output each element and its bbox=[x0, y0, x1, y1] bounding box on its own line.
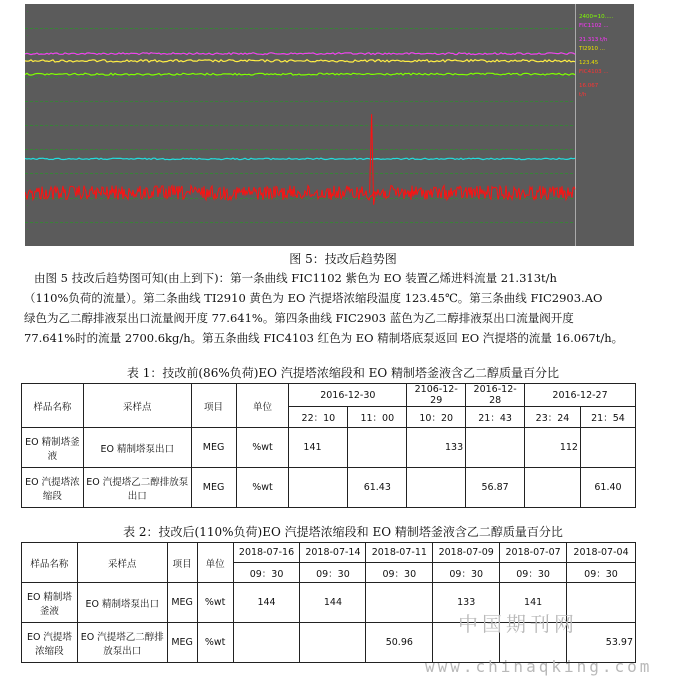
table1-header-unit: 单位 bbox=[236, 384, 289, 428]
table2-date: 2018-07-04 bbox=[567, 543, 636, 563]
value-cell: 53.97 bbox=[567, 623, 636, 663]
value-cell bbox=[525, 468, 581, 508]
value-cell bbox=[348, 428, 407, 468]
watermark-logo: 中国期刊网 bbox=[458, 612, 578, 636]
sampling-point: EO 精制塔泵出口 bbox=[83, 428, 191, 468]
table1 bbox=[21, 383, 636, 508]
value-cell bbox=[289, 468, 348, 508]
table1-time: 10：20 bbox=[407, 407, 466, 428]
table1-time: 22：10 bbox=[289, 407, 348, 428]
value-cell bbox=[366, 583, 433, 623]
table2-time: 09：30 bbox=[567, 563, 636, 583]
table-row bbox=[22, 468, 636, 508]
unit: %wt bbox=[197, 623, 233, 663]
value-cell: 141 bbox=[289, 428, 348, 468]
item: MEG bbox=[167, 623, 197, 663]
value-cell: 56.87 bbox=[466, 468, 525, 508]
table1-date: 2106-12-29 bbox=[407, 384, 466, 407]
paragraph-line-3: 绿色为乙二醇排液泵出口流量阀开度 77.641%。第四条曲线 FIC2903 蓝色为乙二醇排液泵出口流量阀开度 bbox=[24, 311, 574, 325]
series-yellow-line bbox=[25, 60, 575, 62]
value-cell bbox=[300, 623, 366, 663]
table2-date: 2018-07-14 bbox=[300, 543, 366, 563]
table-row bbox=[22, 428, 636, 468]
table2-date: 2018-07-09 bbox=[433, 543, 500, 563]
value-cell: 133 bbox=[407, 428, 466, 468]
axis-tick-marker: · bbox=[27, 130, 29, 136]
figure-caption: 图 5：技改后趋势图 bbox=[289, 252, 397, 266]
table2-date: 2018-07-07 bbox=[500, 543, 567, 563]
table2-caption: 表 2：技改后(110%负荷)EO 汽提塔浓缩段和 EO 精制塔釜液含乙二醇质量百分比 bbox=[123, 525, 563, 539]
value-cell: 144 bbox=[300, 583, 366, 623]
table1-header-sample: 样品名称 bbox=[22, 384, 84, 428]
sampling-point: EO 精制塔泵出口 bbox=[77, 583, 167, 623]
legend-entry: 21.313 t/h bbox=[579, 37, 608, 43]
item: MEG bbox=[167, 583, 197, 623]
item: MEG bbox=[191, 468, 236, 508]
value-cell: 61.40 bbox=[580, 468, 635, 508]
axis-tick-marker: · bbox=[27, 82, 29, 88]
legend-entry: 123.45 bbox=[579, 60, 599, 66]
value-cell bbox=[407, 468, 466, 508]
axis-tick-marker: · bbox=[27, 106, 29, 112]
sample-name: EO 汽提塔浓缩段 bbox=[22, 623, 78, 663]
trend-chart bbox=[25, 4, 634, 246]
table2-time: 09：30 bbox=[500, 563, 567, 583]
table2-date: 2018-07-11 bbox=[366, 543, 433, 563]
value-cell: 50.96 bbox=[366, 623, 433, 663]
series-cyan-line bbox=[25, 158, 575, 159]
axis-tick-marker: · bbox=[27, 227, 29, 233]
table2-time: 09：30 bbox=[300, 563, 366, 583]
table1-header-item: 项目 bbox=[191, 384, 236, 428]
value-cell: 144 bbox=[233, 583, 300, 623]
watermark-url: www.chinaqking.com bbox=[425, 657, 653, 676]
table2-time: 09：30 bbox=[233, 563, 300, 583]
series-red-line bbox=[25, 186, 575, 201]
table2-header-item: 项目 bbox=[167, 543, 197, 583]
value-cell bbox=[466, 428, 525, 468]
table2-time: 09：30 bbox=[366, 563, 433, 583]
table1-time: 11：00 bbox=[348, 407, 407, 428]
table1-header-point: 采样点 bbox=[83, 384, 191, 428]
legend-entry: TI2910 ... bbox=[579, 46, 605, 52]
item: MEG bbox=[191, 428, 236, 468]
legend-entry: FIC1102 ... bbox=[579, 23, 609, 29]
table1-time: 21：43 bbox=[466, 407, 525, 428]
sample-name: EO 精制塔釜液 bbox=[22, 428, 84, 468]
sampling-point: EO 汽提塔乙二醇排放泵出口 bbox=[77, 623, 167, 663]
axis-tick-marker: · bbox=[27, 154, 29, 160]
legend-entry: 2400=10..... bbox=[579, 14, 614, 20]
table2 bbox=[21, 542, 636, 663]
paragraph-line-4: 77.641%时的流量 2700.6kg/h。第五条曲线 FIC4103 红色为 EO 精制塔底泵返回 EO 汽提塔的流量 16.067t/h。 bbox=[24, 331, 624, 345]
unit: %wt bbox=[197, 583, 233, 623]
table2-header-sample: 样品名称 bbox=[22, 543, 78, 583]
axis-tick-marker: · bbox=[27, 9, 29, 15]
table1-date: 2016-12-30 bbox=[289, 384, 407, 407]
series-green-line bbox=[25, 73, 575, 75]
paragraph-line-1: 由图 5 技改后趋势图可知(由上到下)：第一条曲线 FIC1102 紫色为 EO 装置乙烯进料流量 21.313t/h bbox=[34, 271, 557, 285]
legend-entry: FIC4103 ... bbox=[579, 69, 609, 75]
axis-tick-marker: · bbox=[27, 33, 29, 39]
axis-tick-marker: · bbox=[27, 178, 29, 184]
value-cell bbox=[233, 623, 300, 663]
value-cell bbox=[580, 428, 635, 468]
table2-header-point: 采样点 bbox=[77, 543, 167, 583]
axis-tick-marker: · bbox=[27, 203, 29, 209]
trend-chart-svg bbox=[25, 4, 634, 246]
value-cell: 133 bbox=[433, 583, 500, 623]
unit: %wt bbox=[236, 468, 289, 508]
table2-header-unit: 单位 bbox=[197, 543, 233, 583]
axis-tick-marker: · bbox=[27, 57, 29, 63]
table1-time: 21：54 bbox=[580, 407, 635, 428]
legend-entry: t/h bbox=[579, 92, 587, 98]
table1-date: 2016-12-28 bbox=[466, 384, 525, 407]
unit: %wt bbox=[236, 428, 289, 468]
description-paragraph bbox=[24, 268, 664, 348]
table2-time: 09：30 bbox=[433, 563, 500, 583]
table1-date: 2016-12-27 bbox=[525, 384, 636, 407]
value-cell: 112 bbox=[525, 428, 581, 468]
sampling-point: EO 汽提塔乙二醇排放泵出口 bbox=[83, 468, 191, 508]
paragraph-line-2: （110%负荷的流量）。第二条曲线 TI2910 黄色为 EO 汽提塔浓缩段温度 123.45℃。第三条曲线 FIC2903.AO bbox=[24, 291, 603, 305]
value-cell: 61.43 bbox=[348, 468, 407, 508]
table2-date: 2018-07-16 bbox=[233, 543, 300, 563]
table1-caption: 表 1：技改前(86%负荷)EO 汽提塔浓缩段和 EO 精制塔釜液含乙二醇质量百分比 bbox=[126, 366, 560, 380]
table1-time: 23：24 bbox=[525, 407, 581, 428]
sample-name: EO 汽提塔浓缩段 bbox=[22, 468, 84, 508]
sample-name: EO 精制塔釜液 bbox=[22, 583, 78, 623]
value-cell: 141 bbox=[500, 583, 567, 623]
legend-entry: 16.067 bbox=[579, 83, 599, 89]
series-magenta-line bbox=[25, 53, 575, 55]
